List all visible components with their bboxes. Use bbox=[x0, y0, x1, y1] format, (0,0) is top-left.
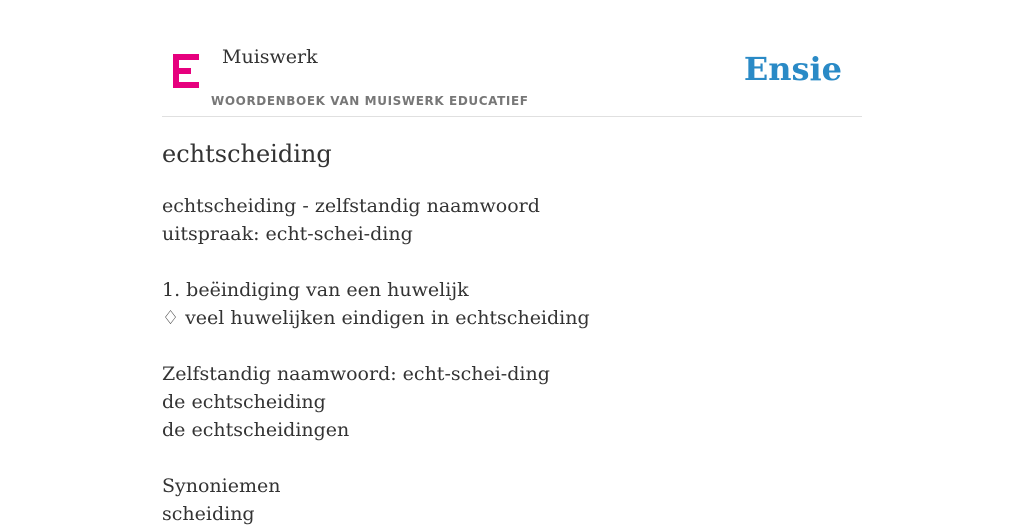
ensie-logo[interactable]: Ensie bbox=[743, 50, 842, 88]
site-name[interactable]: Muiswerk bbox=[222, 46, 318, 68]
logo-bar bbox=[173, 68, 191, 74]
blank-line bbox=[162, 248, 862, 276]
entry-line-singular: de echtscheiding bbox=[162, 391, 326, 413]
entry-line-synonyms-heading: Synoniemen bbox=[162, 475, 281, 497]
site-subtitle: WOORDENBOEK VAN MUISWERK EDUCATIEF bbox=[211, 94, 529, 108]
entry-line-pronunciation: uitspraak: echt-schei-ding bbox=[162, 223, 413, 245]
entry-line-definition: 1. beëindiging van een huwelijk bbox=[162, 279, 469, 301]
entry-title: echtscheiding bbox=[162, 140, 332, 168]
entry-line-pos: echtscheiding - zelfstandig naamwoord bbox=[162, 195, 540, 217]
blank-line bbox=[162, 444, 862, 472]
muiswerk-e-logo-icon[interactable] bbox=[173, 54, 199, 88]
logo-bar bbox=[173, 54, 199, 60]
site-header bbox=[162, 0, 862, 117]
entry-line-synonym[interactable]: scheiding bbox=[162, 503, 255, 525]
logo-bar bbox=[173, 82, 199, 88]
entry-line-plural: de echtscheidingen bbox=[162, 419, 350, 441]
entry-content bbox=[162, 138, 862, 528]
blank-line bbox=[162, 332, 862, 360]
entry-line-grammar: Zelfstandig naamwoord: echt-schei-ding bbox=[162, 363, 550, 385]
entry-body bbox=[162, 192, 862, 528]
entry-line-example: ♢ veel huwelijken eindigen in echtscheiding bbox=[162, 307, 590, 329]
